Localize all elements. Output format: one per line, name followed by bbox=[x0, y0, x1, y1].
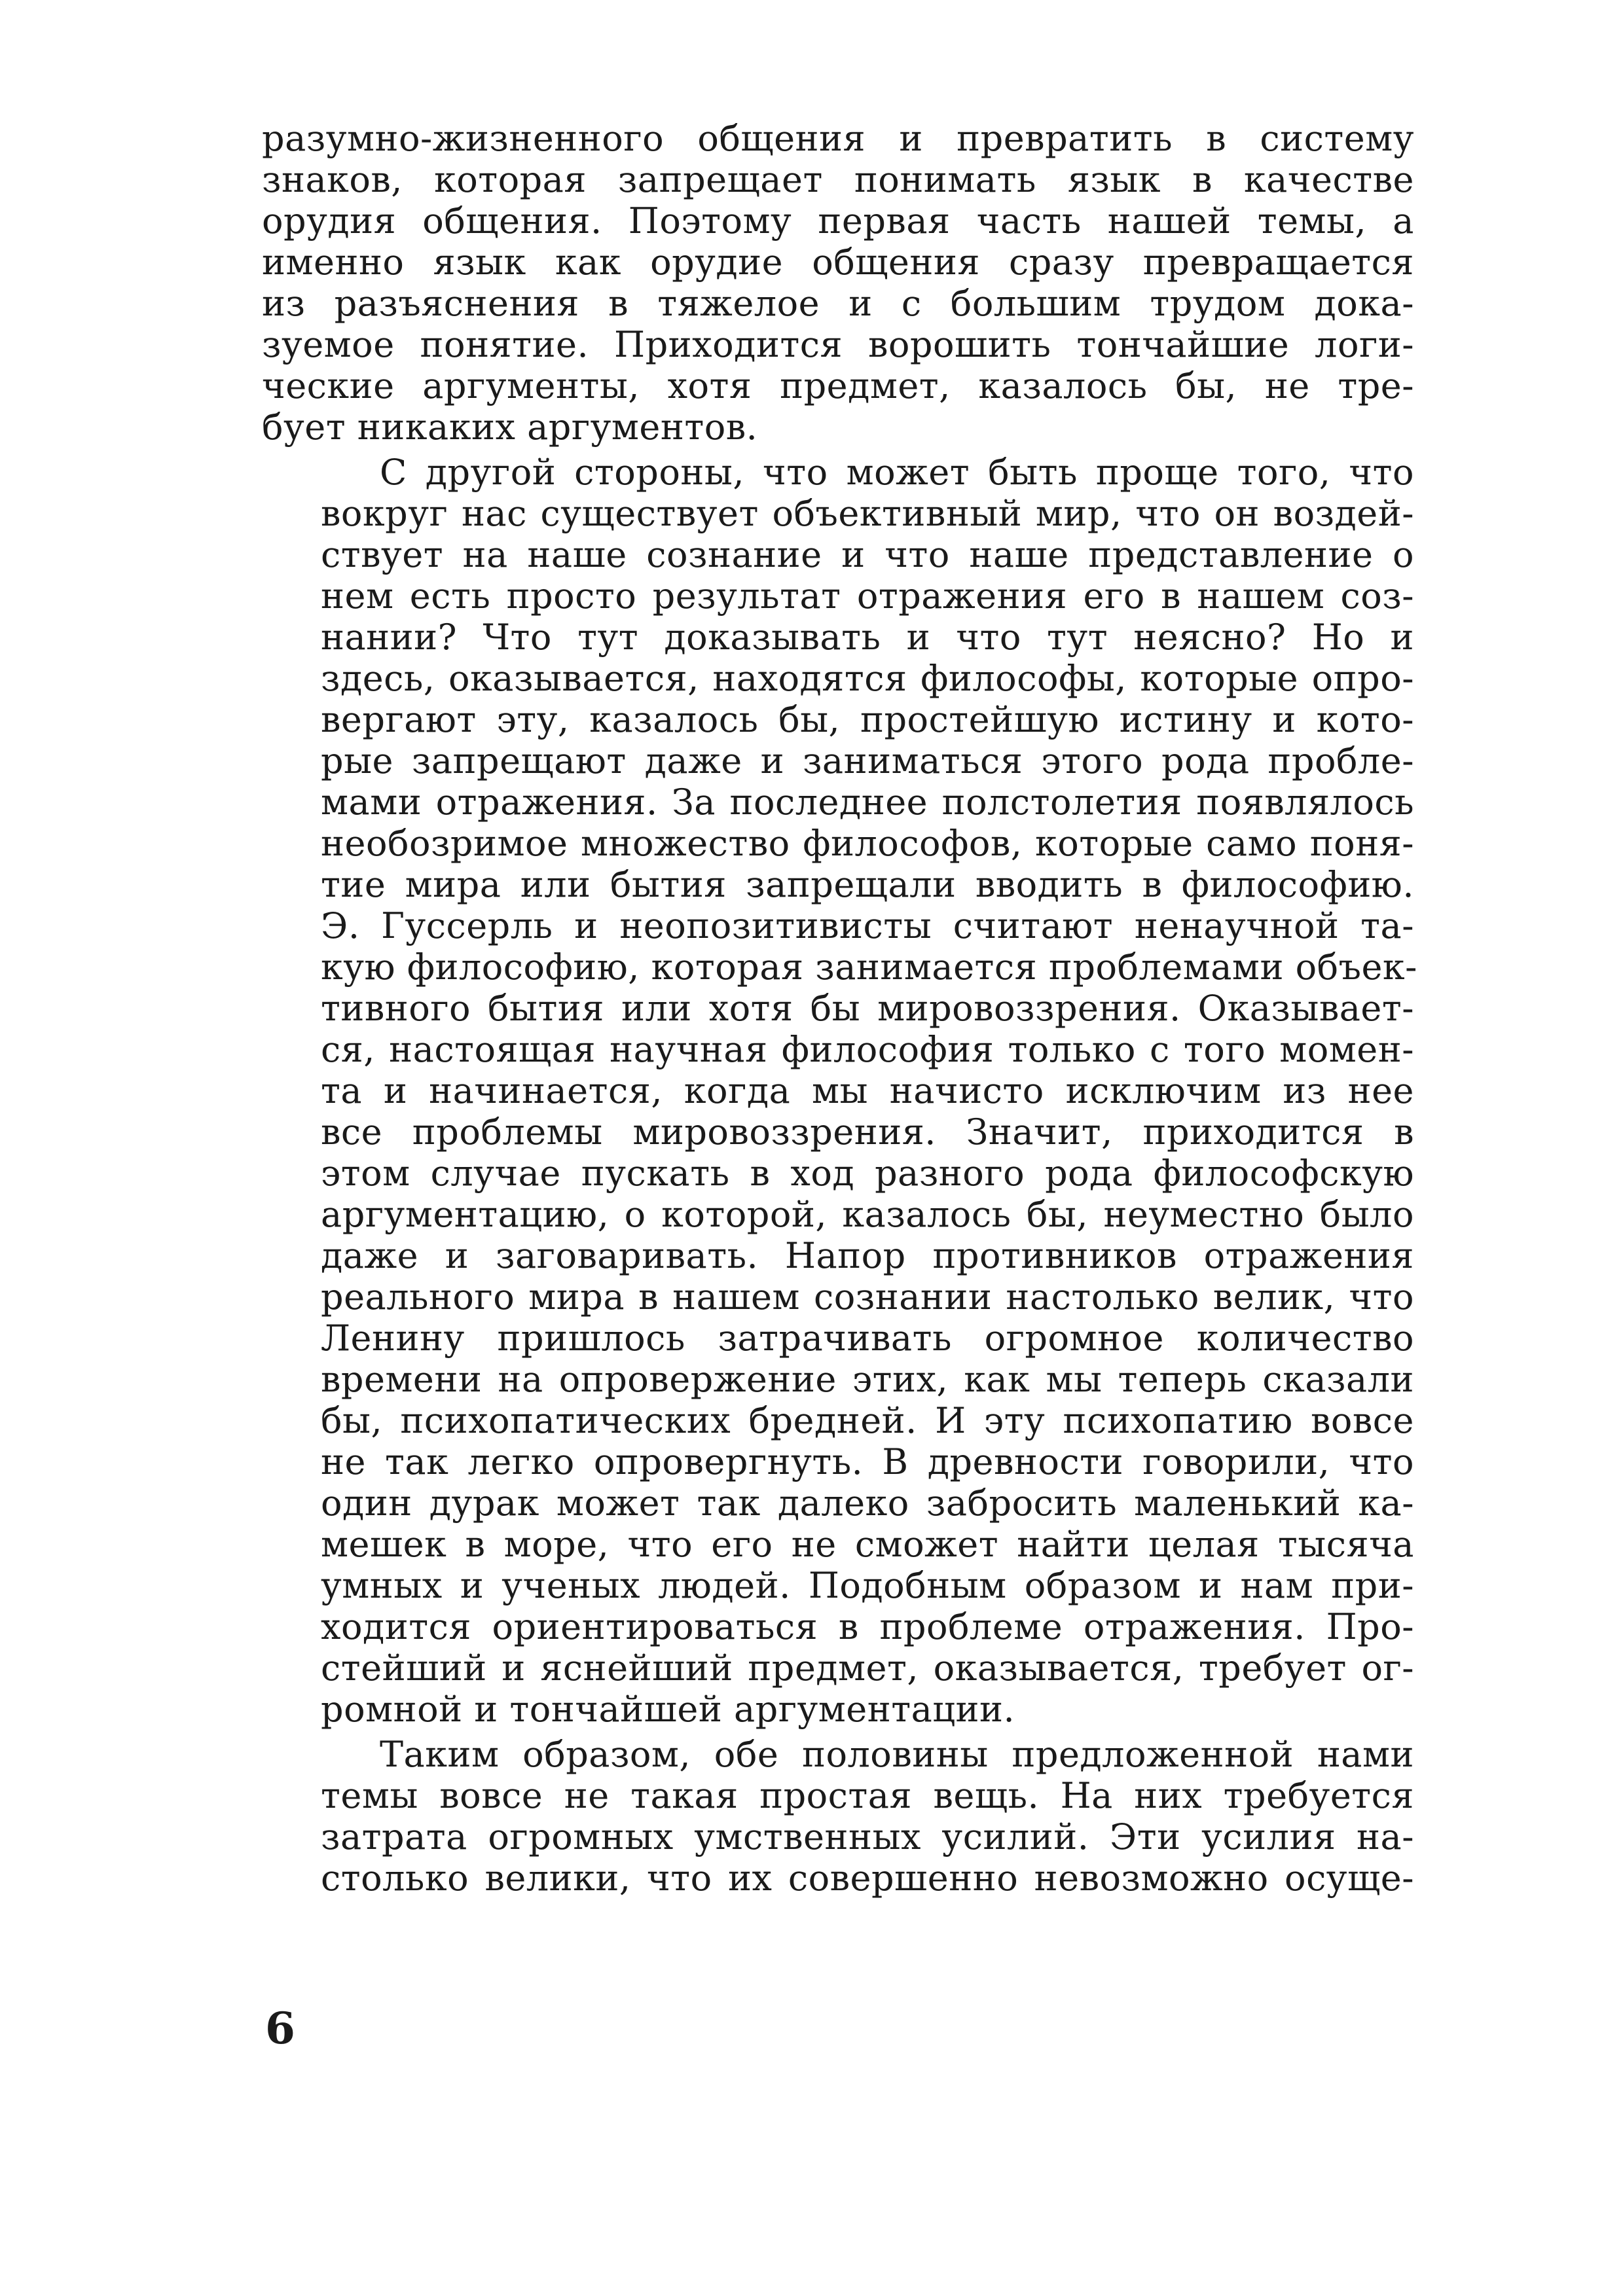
text-line: бует никаких аргументов. bbox=[262, 406, 758, 448]
text-line: затрата огромных умственных усилий. Эти усилия на- bbox=[321, 1816, 1414, 1857]
text-line: разумно-жизненного общения и превратить в систему bbox=[262, 118, 1414, 159]
body-text bbox=[262, 118, 1417, 1899]
text-line: ся, настоящая научная философия только с того момен- bbox=[321, 1029, 1414, 1070]
text-line: мами отражения. За последнее полстолетия появлялось bbox=[321, 781, 1414, 823]
text-line: ромной и тончайшей аргументации. bbox=[321, 1689, 1015, 1730]
text-line: аргументацию, о которой, казалось бы, неуместно было bbox=[321, 1194, 1414, 1235]
text-line: Ленину пришлось затрачивать огромное количество bbox=[321, 1318, 1414, 1359]
text-line: тие мира или бытия запрещали вводить в философию. bbox=[321, 864, 1414, 905]
text-line: С другой стороны, что может быть проще того, что bbox=[380, 452, 1414, 493]
text-line: ходится ориентироваться в проблеме отражения. Про- bbox=[321, 1606, 1414, 1647]
text-line: умных и ученых людей. Подобным образом и нам при- bbox=[321, 1565, 1414, 1606]
text-line: нании? Что тут доказывать и что тут неясно? Но и bbox=[321, 617, 1414, 658]
paragraph-1 bbox=[262, 118, 1414, 448]
text-line: Таким образом, обе половины предложенной нами bbox=[380, 1734, 1414, 1775]
text-line: все проблемы мировоззрения. Значит, приходится в bbox=[321, 1111, 1414, 1153]
text-line: необозримое множество философов, которые само поня- bbox=[321, 823, 1414, 864]
text-line: Э. Гуссерль и неопозитивисты считают ненаучной та- bbox=[321, 905, 1414, 946]
text-line: зуемое понятие. Приходится ворошить тончайшие логи- bbox=[262, 324, 1414, 365]
paragraph-2 bbox=[262, 452, 1417, 1730]
text-line: один дурак может так далеко забросить маленький ка- bbox=[321, 1482, 1414, 1524]
text-line: стейший и яснейший предмет, оказывается, требует ог- bbox=[321, 1647, 1414, 1689]
text-line: ческие аргументы, хотя предмет, казалось бы, не тре- bbox=[262, 365, 1414, 406]
text-line: бы, психопатических бредней. И эту психопатию вовсе bbox=[321, 1400, 1414, 1441]
text-line: кую философию, которая занимается проблемами объек- bbox=[321, 946, 1417, 988]
text-line: рые запрещают даже и заниматься этого рода пробле- bbox=[321, 740, 1414, 781]
text-line: столько велики, что их совершенно невозможно осуще- bbox=[321, 1857, 1414, 1899]
text-line: темы вовсе не такая простая вещь. На них требуется bbox=[321, 1775, 1414, 1816]
text-line: из разъяснения в тяжелое и с большим трудом дока- bbox=[262, 283, 1414, 324]
text-line: вергают эту, казалось бы, простейшую истину и кото- bbox=[321, 699, 1414, 740]
text-line: тивного бытия или хотя бы мировоззрения. Оказывает- bbox=[321, 988, 1414, 1029]
text-line: та и начинается, когда мы начисто исключим из нее bbox=[321, 1070, 1414, 1111]
paragraph-3 bbox=[262, 1734, 1414, 1899]
text-line: здесь, оказывается, находятся философы, которые опро- bbox=[321, 658, 1414, 699]
text-line: времени на опровержение этих, как мы теперь сказали bbox=[321, 1359, 1414, 1400]
text-line: знаков, которая запрещает понимать язык в качестве bbox=[262, 159, 1414, 200]
text-line: реального мира в нашем сознании настолько велик, что bbox=[321, 1276, 1414, 1318]
text-line: даже и заговаривать. Напор противников отражения bbox=[321, 1235, 1414, 1276]
text-line: вокруг нас существует объективный мир, что он воздей- bbox=[321, 493, 1414, 534]
text-line: не так легко опровергнуть. В древности говорили, что bbox=[321, 1441, 1414, 1482]
page-number: 6 bbox=[265, 2003, 295, 2054]
text-line: ствует на наше сознание и что наше представление о bbox=[321, 534, 1414, 575]
text-line: орудия общения. Поэтому первая часть нашей темы, а bbox=[262, 200, 1414, 242]
text-line: именно язык как орудие общения сразу превращается bbox=[262, 242, 1414, 283]
text-line: мешек в море, что его не сможет найти целая тысяча bbox=[321, 1524, 1414, 1565]
text-line: нем есть просто результат отражения его в нашем соз- bbox=[321, 575, 1414, 617]
text-line: этом случае пускать в ход разного рода философскую bbox=[321, 1153, 1414, 1194]
